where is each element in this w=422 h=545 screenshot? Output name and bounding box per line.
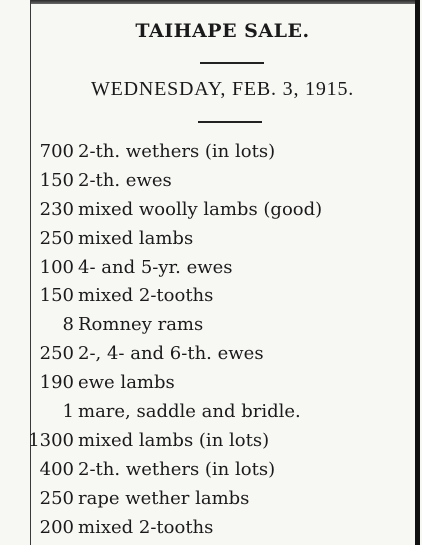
stock-quantity: 400 [39,458,74,480]
sale-date: WEDNESDAY, FEB. 3, 1915. [90,78,355,100]
stock-description: 2-, 4- and 6-th. ewes [78,343,264,365]
stock-entry [0,340,415,369]
stock-description: mixed woolly lambs (good) [78,198,323,220]
stock-entry [0,138,415,167]
stock-quantity: 100 [39,256,74,278]
column-right-rule [415,0,420,545]
stock-description: 2-th. wethers (in lots) [78,141,276,162]
stock-entry [0,254,415,283]
stock-quantity: 250 [39,343,74,365]
stock-quantity: 1300 [28,429,74,451]
stock-entry [0,167,415,196]
stock-description: Romney rams [78,314,204,336]
title-divider [200,62,264,64]
stock-description: ewe lambs [78,372,175,394]
stock-quantity: 250 [39,487,74,509]
stock-description: mixed 2-tooths [78,285,214,307]
stock-description: mare, saddle and bridle. [78,401,301,423]
stock-quantity: 700 [39,141,74,162]
stock-entry [0,398,415,427]
stock-description: 4- and 5-yr. ewes [78,256,233,278]
stock-entry [0,514,415,543]
stock-quantity: 1 [62,401,74,423]
stock-entry [0,225,415,254]
stock-description: rape wether lambs [78,487,250,509]
sale-title: TAIHAPE SALE. [135,20,310,42]
stock-description: 2-th. wethers (in lots) [78,458,276,480]
stock-quantity: 230 [39,198,74,220]
stock-entry [0,196,415,225]
stock-quantity: 150 [39,169,74,191]
stock-description: mixed 2-tooths [78,516,214,538]
stock-entry [0,485,415,514]
stock-entry [0,282,415,311]
stock-description: mixed lambs (in lots) [78,429,270,451]
stock-description: mixed lambs [78,227,194,249]
stock-entry [0,427,415,456]
stock-entry [0,369,415,398]
stock-quantity: 8 [62,314,74,336]
stock-list [0,138,415,542]
stock-quantity: 190 [39,372,74,394]
stock-quantity: 250 [39,227,74,249]
date-divider [198,121,262,123]
stock-entry [0,311,415,340]
top-border-rule [30,0,418,4]
stock-quantity: 200 [39,516,74,538]
stock-quantity: 150 [39,285,74,307]
stock-entry [0,456,415,485]
stock-description: 2-th. ewes [78,169,172,191]
